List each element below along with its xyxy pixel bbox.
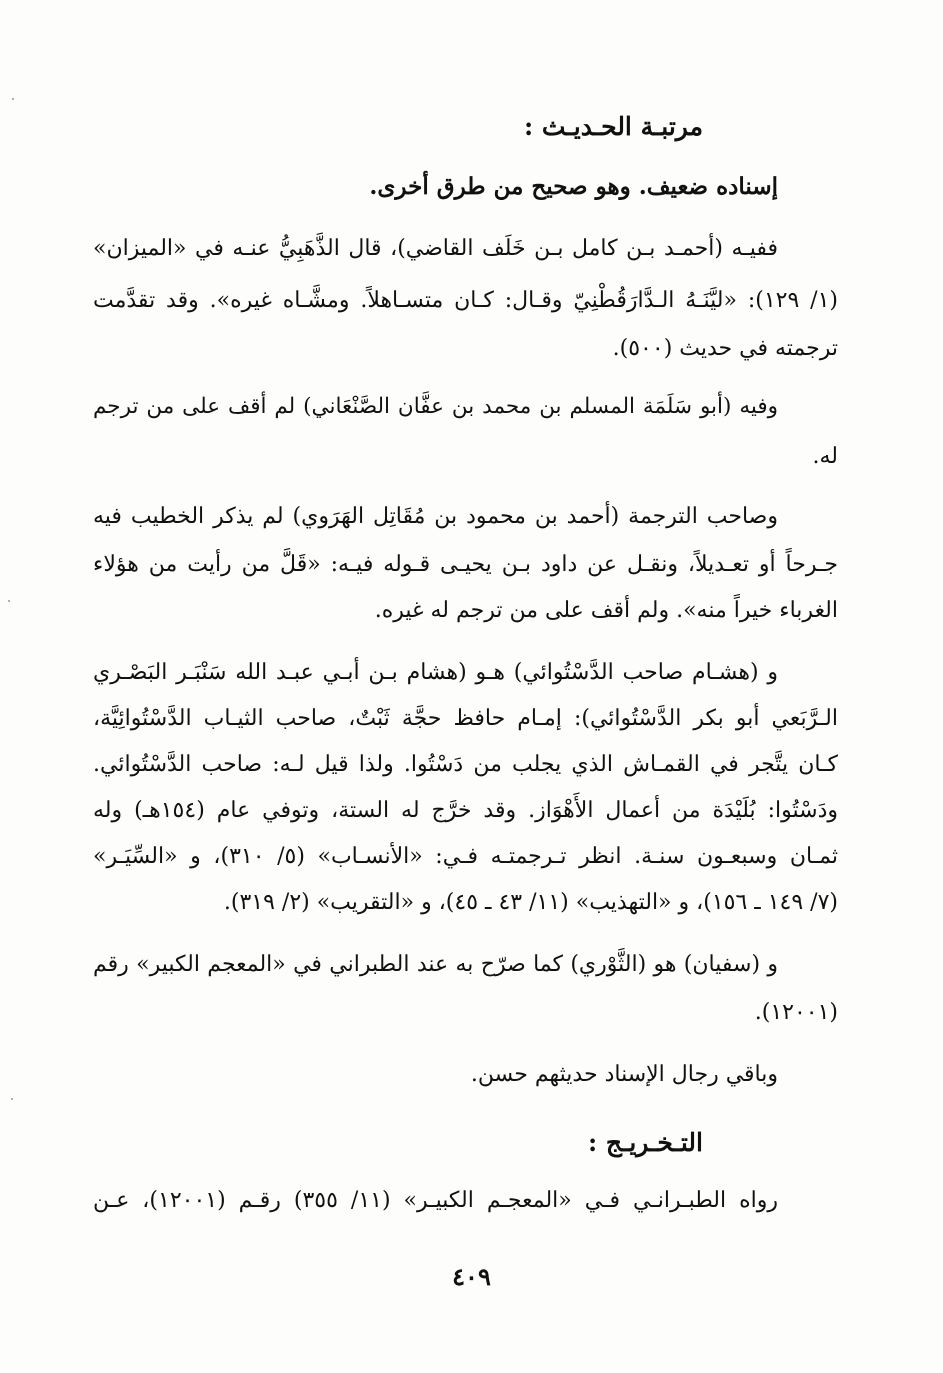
- paragraph-line: (٧/ ١٤٩ ـ ١٥٦)، و «التهذيب» (١١/ ٤٣ ـ ٤٥)، و «التقريب» (٢/ ٣١٩).: [223, 890, 838, 915]
- paragraph-line: وباقي رجال الإسناد حديثهم حسن.: [470, 1062, 778, 1087]
- paragraph-line: ترجمته في حديث (٥٠٠).: [612, 336, 838, 361]
- paragraph-line: الغرباء خيراً منه». ولم أقف على من ترجم له غيره.: [374, 598, 838, 623]
- paragraph-line: (١٢٠٠١).: [754, 1000, 838, 1025]
- scan-speck: [8, 600, 10, 602]
- page-number: ٤٠٩: [452, 1262, 491, 1291]
- scan-speck: [12, 98, 14, 100]
- paragraph-line: و (هشـام صاحب الدَّسْتُوائي) هـو (هشام بـن أبـي عبـد الله سَنْبَـر البَصْـري: [93, 660, 778, 685]
- grade-text: إسناده ضعيف. وهو صحيح من طرق أخرى.: [369, 173, 778, 200]
- paragraph-line: ففيـه (أحمـد بـن كامل بـن خَلَف القاضي)، قال الذَّهَبِيُّ عنـه في «الميزان»: [93, 236, 778, 261]
- paragraph-line: وفيه (أبو سَلَمَة المسلم بن محمد بن عفَّان الصَّنْعَاني) لم أقف على من ترجم: [93, 394, 778, 419]
- paragraph-line: ثمـان وسبعـون سنـة. انظر تـرجمتـه فـي: «الأنسـاب» (٥/ ٣١٠)، و «السِّيَـر»: [93, 844, 838, 869]
- scan-speck: [11, 1098, 13, 1100]
- paragraph-line: كـان يتَّجر في القمـاش الذي يجلب من دَسْتُوا. ولذا قيل لـه: صاحب الدَّسْتُوائي.: [93, 752, 838, 777]
- paragraph-line: جـرحاً أو تعـديلاً، ونقـل عن داود بـن يحيـى قـوله فيـه: «قَلَّ من رأيت من هؤلاء: [93, 552, 838, 577]
- paragraph-line: له.: [812, 444, 838, 469]
- paragraph-line: الـرَّبَعي أبو بكر الدَّسْتُوائي): إمـام حافظ حجَّة ثَبْتٌ، صاحب الثيـاب الدَّسْتُوائِيَّة،: [93, 706, 838, 731]
- paragraph-line: رواه الطبـرانـي فـي «المعجـم الكبيـر» (١١/ ٣٥٥) رقـم (١٢٠٠١)، عـن: [93, 1188, 778, 1213]
- paragraph-line: وصاحب الترجمة (أحمد بن محمود بن مُقَاتِل الهَرَوي) لم يذكر الخطيب فيه: [93, 504, 778, 529]
- paragraph-line: (١/ ١٢٩): «ليَّنَـهُ الـدَّارَقُطْنِيّ وقـال: كـان متسـاهلاً. ومشَّـاه غيره». وقد تقدَّمت: [93, 288, 839, 313]
- takhrij-heading: التـخـريـج :: [587, 1128, 703, 1157]
- paragraph-line: و (سفيان) هو (الثَّوْري) كما صرّح به عند الطبراني في «المعجم الكبير» رقم: [93, 952, 778, 977]
- paragraph-line: ودَسْتُوا: بُلَيْدَة من أعمال الأَهْوَاز. وقد خرَّج له الستة، وتوفي عام (١٥٤هـ) وله: [93, 798, 839, 823]
- grade-heading: مرتبـة الحـديـث :: [523, 112, 703, 141]
